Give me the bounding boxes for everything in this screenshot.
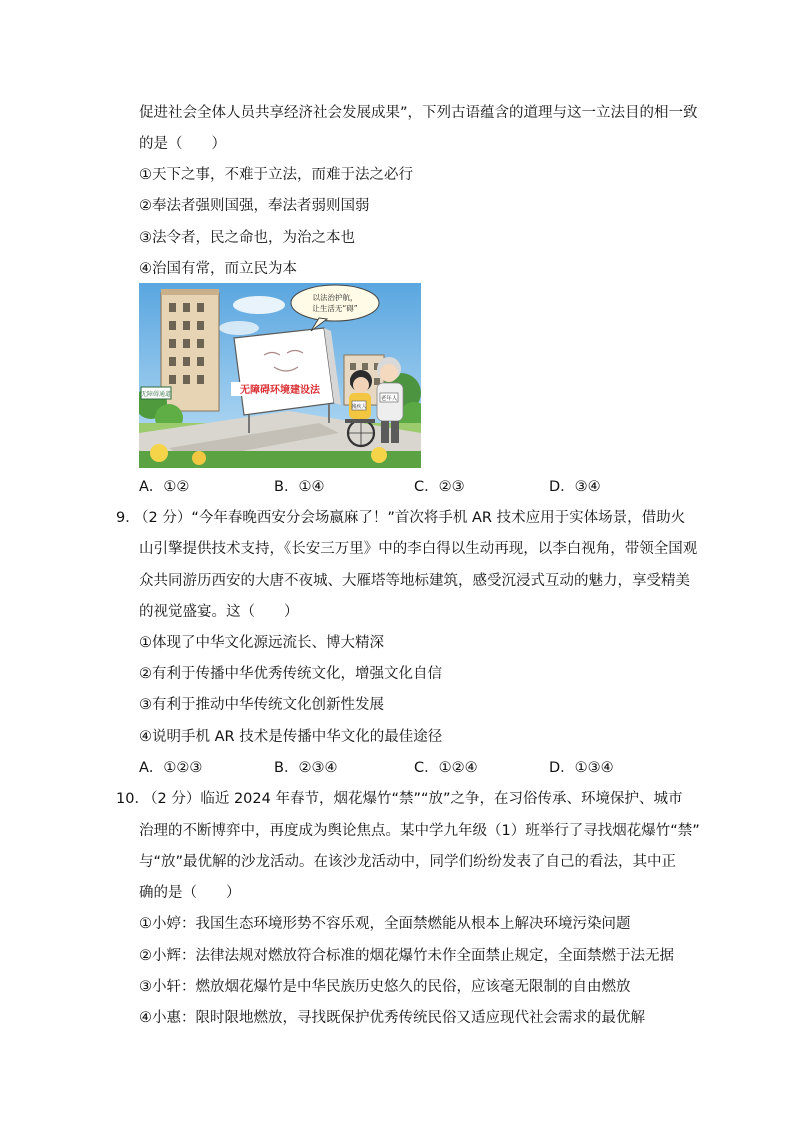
- bubble-line-1: 以法治护航，: [312, 293, 358, 302]
- q8-illustration: [139, 283, 421, 468]
- q9-statement-1: ①体现了中华文化源远流长、博大精深: [139, 635, 384, 651]
- q9-options: [139, 758, 699, 778]
- q8-statement-3: ③法令者，民之命也，为治之本也: [139, 230, 355, 246]
- q9-line-2: 山引擎提供技术支持，《长安三万里》中的李白得以生动再现，以李白视角，带领全国观: [139, 541, 698, 557]
- q9-statement-2: ②有利于传播中华优秀传统文化，增强文化自信: [139, 666, 442, 682]
- q9-option-b[interactable]: B．②③④: [274, 760, 338, 776]
- elder-label: 老年人: [380, 396, 398, 402]
- q8-stem-line-2: 的是（ ）: [139, 136, 226, 152]
- q10-line-1: （2 分）临近 2024 年春节，烟花爆竹“禁”“放”之争，在习俗传承、环境保护、城市: [143, 791, 683, 807]
- q10-statement-3: ③小轩：燃放烟花爆竹是中华民族历史悠久的民俗，应该毫无限制的自由燃放: [139, 979, 631, 995]
- q9-line-3: 众共同游历西安的大唐不夜城、大雁塔等地标建筑，感受沉浸式互动的魅力，享受精美: [139, 573, 690, 589]
- q8-option-a[interactable]: A．①②: [139, 479, 190, 495]
- law-sign-text: 无障碍环境建设法: [240, 385, 320, 396]
- q8-option-d[interactable]: D．③④: [549, 479, 601, 495]
- q8-statement-4: ④治国有常，而立民为本: [139, 261, 297, 277]
- q10-line-4: 确的是（ ）: [139, 885, 241, 901]
- q9-statement-4: ④说明手机 AR 技术是传播中华文化的最佳途径: [139, 729, 443, 745]
- bubble-line-2: 让生活无“碍”: [312, 304, 358, 313]
- q8-options: [139, 477, 699, 497]
- q9-option-c[interactable]: C．①②④: [414, 760, 478, 776]
- q8-statement-1: ①天下之事，不难于立法，而难于法之必行: [139, 167, 413, 183]
- q10-line-3: 与“放”最优解的沙龙活动。在该沙龙活动中，同学们纷纷发表了自己的看法，其中正: [139, 854, 677, 870]
- q8-option-c[interactable]: C．②③: [414, 479, 465, 495]
- q9-option-d[interactable]: D．①③④: [549, 760, 614, 776]
- q9-statement-3: ③有利于推动中华传统文化创新性发展: [139, 697, 384, 713]
- q10-statement-1: ①小婷：我国生态环境形势不容乐观，全面禁燃能从根本上解决环境污染问题: [139, 916, 631, 932]
- wheelchair-label: 残疾人: [351, 404, 367, 410]
- q10-line-2: 治理的不断博弈中，再度成为舆论焦点。某中学九年级（1）班举行了寻找烟花爆竹“禁”: [139, 823, 700, 839]
- q8-option-b[interactable]: B．①④: [274, 479, 325, 495]
- q10-statement-2: ②小辉：法律法规对燃放符合标准的烟花爆竹未作全面禁止规定，全面禁燃于法无据: [139, 948, 674, 964]
- building-sign-text: 无障碍通道: [140, 391, 172, 398]
- q9-line-1: （2 分）“今年春晚西安分会场嬴麻了！”首次将手机 AR 技术应用于实体场景，借助火: [134, 510, 686, 526]
- q10-statement-4: ④小惠：限时限地燃放，寻找既保护优秀传统民俗又适应现代社会需求的最优解: [139, 1010, 645, 1026]
- q9-line-4: 的视觉盛宴。这（ ）: [139, 604, 299, 620]
- q10-number: 10．: [116, 791, 149, 807]
- q8-statement-2: ②奉法者强则国强，奉法者弱则国弱: [139, 198, 370, 214]
- q9-option-a[interactable]: A．①②③: [139, 760, 203, 776]
- q9-number: 9．: [116, 510, 140, 526]
- q8-stem-line-1: 促进社会全体人员共享经济社会发展成果”，下列古语蕴含的道理与这一立法目的相一致: [139, 105, 698, 121]
